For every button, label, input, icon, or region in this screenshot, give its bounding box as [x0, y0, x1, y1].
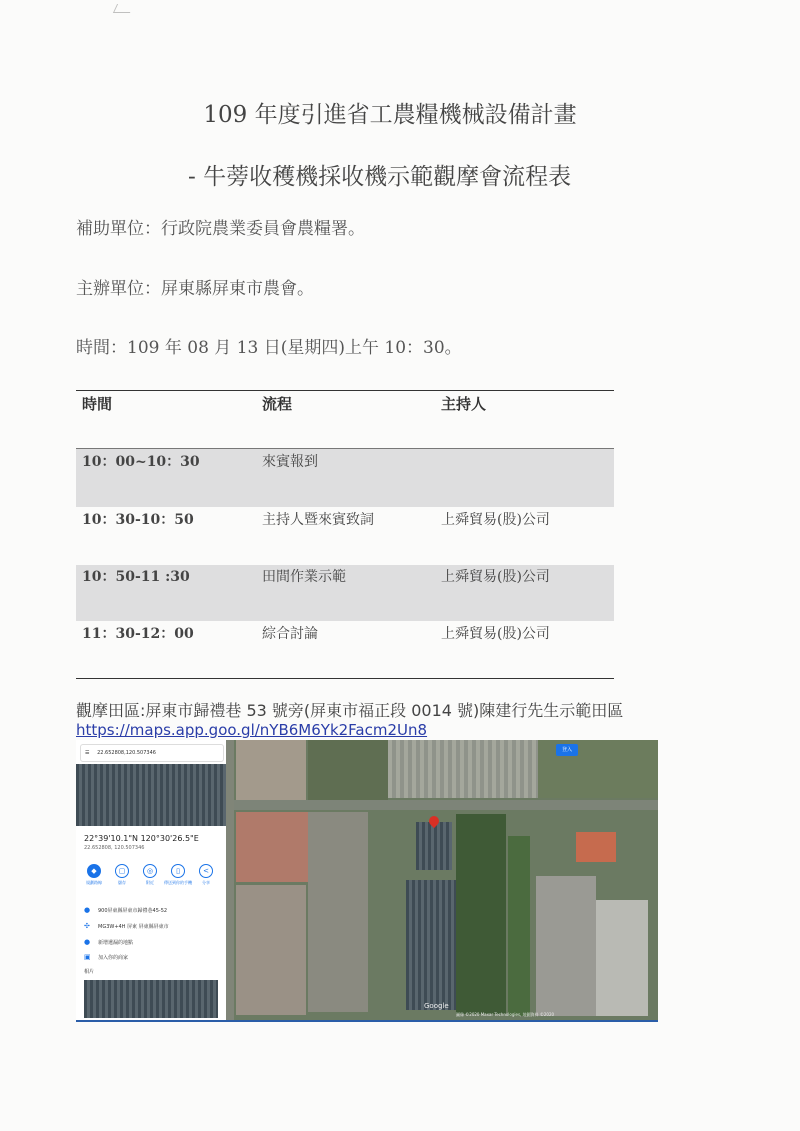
add-place-icon: ●: [84, 938, 91, 946]
map-attribution: 圖像 ©2020 Maxar Technologies, 地圖資料 ©2020: [456, 1012, 555, 1017]
nearby-button[interactable]: ◎ 附近: [142, 864, 158, 886]
field: [508, 836, 530, 1016]
coordinate-dms: 22°39'10.1"N 120°30'26.5"E: [84, 834, 199, 843]
greenhouse: [416, 822, 452, 870]
row-item: 來賓報到: [262, 454, 318, 470]
row-time: 10：50-11 :30: [82, 569, 190, 585]
scan-mark: [113, 4, 134, 13]
trees: [308, 740, 388, 800]
row-time: 10：00~10：30: [82, 454, 200, 470]
row-host: 上舜貿易(股)公司: [441, 512, 550, 528]
google-logo: Google: [424, 1002, 449, 1010]
title-line-2: - 牛蒡收穫機採收機示範觀摩會流程表: [188, 164, 572, 190]
organizer-line: 主辦單位：屏東縣屏東市農會。: [76, 279, 314, 299]
plus-code-icon: ✣: [84, 922, 90, 930]
add-missing-place[interactable]: ● 新增遺漏的地點: [84, 938, 134, 946]
map-screenshot: [76, 740, 658, 1022]
business-icon: ▣: [84, 953, 91, 961]
menu-icon[interactable]: ☰: [85, 750, 90, 756]
coordinate-decimal: 22.652808, 120.507346: [84, 845, 145, 851]
action-row: [86, 864, 214, 886]
address-row: ● 900屏東縣屏東市歸禮巷45-52: [84, 906, 168, 914]
buildings: [236, 740, 306, 800]
row-host: 上舜貿易(股)公司: [441, 569, 550, 585]
bookmark-icon: ▢: [115, 864, 129, 878]
buildings: [308, 812, 368, 1012]
buildings: [596, 900, 648, 1016]
location-icon: ●: [84, 906, 91, 914]
row-item: 主持人暨來賓致詞: [262, 512, 374, 528]
road: [226, 800, 658, 810]
plus-code-row: ✣ MG3W+4H 屏東 屏東縣屏東市: [84, 922, 169, 930]
header-host: 主持人: [441, 395, 487, 413]
title-line-1: 109 年度引進省工農糧機械設備計畫: [203, 102, 577, 128]
buildings: [236, 812, 316, 882]
datetime-line: 時間：109 年 08 月 13 日(星期四)上午 10：30。: [76, 338, 462, 358]
row-item: 田間作業示範: [262, 569, 346, 585]
phone-icon: ▯: [171, 864, 185, 878]
directions-button[interactable]: ◆ 規劃路線: [86, 864, 102, 886]
sign-in-button[interactable]: 登入: [556, 744, 578, 756]
share-icon: <: [199, 864, 213, 878]
map-info-panel: [76, 740, 226, 1020]
road: [226, 740, 234, 1020]
search-value: 22.652808,120.507346: [97, 750, 156, 756]
row-time: 10：30-10：50: [82, 512, 194, 528]
table-bottom-rule: [76, 678, 614, 679]
map-search-input[interactable]: [80, 744, 224, 762]
share-button[interactable]: < 分享: [198, 864, 214, 886]
place-photo: [76, 764, 226, 826]
location-text: 觀摩田區:屏東市歸禮巷 53 號旁(屏東市福正段 0014 號)陳建行先生示範田區: [76, 701, 624, 720]
sponsor-line: 補助單位：行政院農業委員會農糧署。: [76, 219, 365, 239]
map-link[interactable]: https://maps.app.goo.gl/nYB6M6Yk2Facm2Un8: [76, 721, 428, 739]
nearby-icon: ◎: [143, 864, 157, 878]
greenhouse: [406, 880, 456, 1010]
photo-thumbnail[interactable]: [84, 980, 218, 1018]
directions-icon: ◆: [87, 864, 101, 878]
header-item: 流程: [262, 395, 293, 413]
row-time: 11：30-12：00: [82, 626, 194, 642]
header-time: 時間: [82, 395, 113, 413]
field: [456, 814, 506, 1014]
buildings: [236, 885, 306, 1015]
table-top-rule: [76, 390, 614, 391]
save-button[interactable]: ▢ 儲存: [114, 864, 130, 886]
buildings: [536, 876, 596, 1016]
row-host: 上舜貿易(股)公司: [441, 626, 550, 642]
photos-label: 相片: [84, 969, 95, 975]
send-to-phone-button[interactable]: ▯ 傳送到你的手機: [170, 864, 186, 886]
row-item: 綜合討論: [262, 626, 318, 642]
buildings: [576, 832, 616, 862]
field: [388, 740, 538, 798]
add-business[interactable]: ▣ 加入你的商家: [84, 953, 129, 961]
